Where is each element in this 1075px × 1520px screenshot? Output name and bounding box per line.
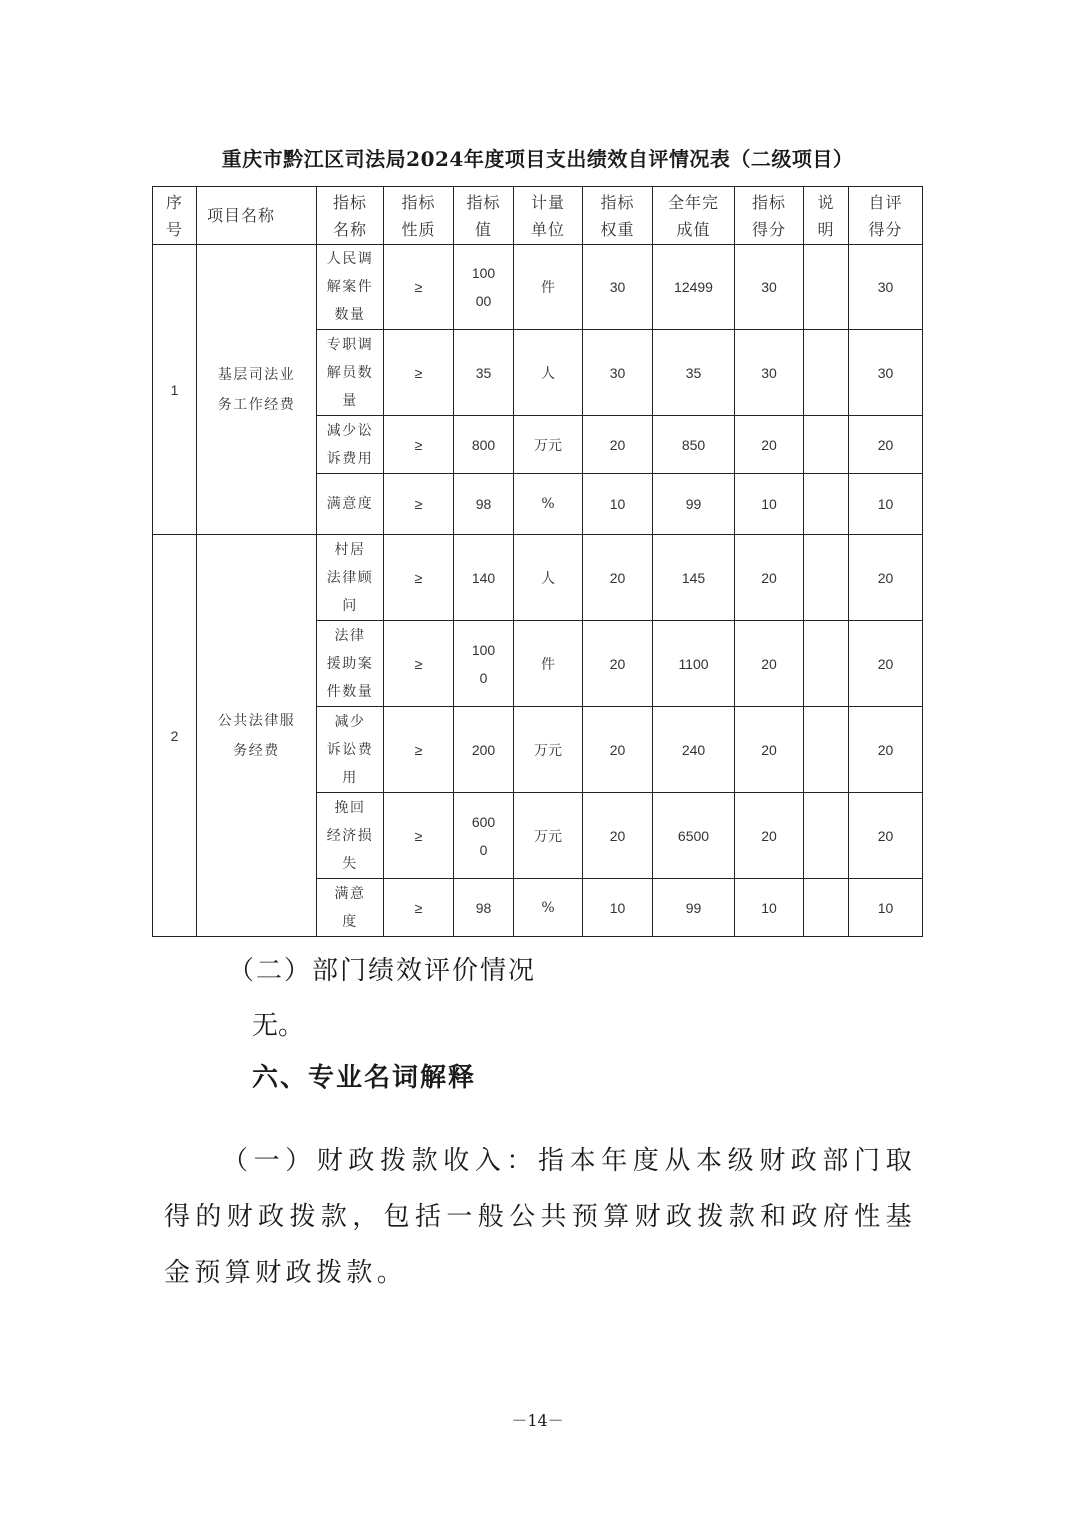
unit: % [514, 474, 583, 535]
indicator-value: 100 00 [454, 245, 514, 330]
indicator-name: 专职调 解员数 量 [317, 330, 384, 416]
self-score: 30 [849, 245, 923, 330]
self-score: 20 [849, 621, 923, 707]
header-unit: 计量 单位 [514, 187, 583, 245]
note [804, 535, 849, 621]
annual-value: 6500 [653, 793, 735, 879]
weight: 20 [583, 793, 653, 879]
indicator-value: 98 [454, 474, 514, 535]
indicator-value: 200 [454, 707, 514, 793]
self-score: 30 [849, 330, 923, 416]
indicator-name: 减少 诉讼费 用 [317, 707, 384, 793]
weight: 20 [583, 416, 653, 474]
weight: 20 [583, 621, 653, 707]
note [804, 879, 849, 937]
header-seq: 序 号 [153, 187, 197, 245]
indicator-value: 800 [454, 416, 514, 474]
indicator-nature: ≥ [384, 793, 454, 879]
annual-value: 850 [653, 416, 735, 474]
unit: % [514, 879, 583, 937]
annual-value: 240 [653, 707, 735, 793]
indicator-name: 法律 援助案 件数量 [317, 621, 384, 707]
indicator-nature: ≥ [384, 330, 454, 416]
row-seq: 1 [153, 245, 197, 535]
note [804, 330, 849, 416]
indicator-score: 20 [735, 535, 804, 621]
indicator-nature: ≥ [384, 474, 454, 535]
weight: 20 [583, 707, 653, 793]
performance-table [152, 186, 923, 937]
indicator-score: 30 [735, 245, 804, 330]
indicator-name: 减少讼 诉费用 [317, 416, 384, 474]
indicator-name: 满意 度 [317, 879, 384, 937]
table-row [153, 535, 923, 621]
annual-value: 99 [653, 879, 735, 937]
annual-value: 12499 [653, 245, 735, 330]
unit: 万元 [514, 793, 583, 879]
self-score: 20 [849, 793, 923, 879]
annual-value: 145 [653, 535, 735, 621]
project-name: 公共法律服 务经费 [197, 535, 317, 937]
indicator-score: 20 [735, 707, 804, 793]
weight: 10 [583, 474, 653, 535]
indicator-score: 10 [735, 879, 804, 937]
term-text: 指本年度从本级财政部门取得的财政拨款，包括一般公共预算财政拨款和政府性基金预算财政拨款。 [164, 1146, 916, 1288]
header-weight: 指标 权重 [583, 187, 653, 245]
weight: 10 [583, 879, 653, 937]
table-row [153, 245, 923, 330]
header-note: 说 明 [804, 187, 849, 245]
weight: 20 [583, 535, 653, 621]
indicator-score: 20 [735, 621, 804, 707]
indicator-value: 140 [454, 535, 514, 621]
annual-value: 99 [653, 474, 735, 535]
table-body [153, 245, 923, 937]
project-name: 基层司法业 务工作经费 [197, 245, 317, 535]
unit: 人 [514, 330, 583, 416]
indicator-nature: ≥ [384, 245, 454, 330]
header-annual-value: 全年完 成值 [653, 187, 735, 245]
unit: 万元 [514, 707, 583, 793]
weight: 30 [583, 245, 653, 330]
indicator-score: 10 [735, 474, 804, 535]
indicator-name: 满意度 [317, 474, 384, 535]
section-heading-terms: 六、专业名词解释 [252, 1063, 477, 1093]
term-label: （一）财政拨款收入： [222, 1146, 538, 1176]
unit: 件 [514, 621, 583, 707]
indicator-nature: ≥ [384, 707, 454, 793]
header-indicator-value: 指标 值 [454, 187, 514, 245]
section-heading-dept-eval: （二）部门绩效评价情况 [228, 956, 537, 986]
table-header-row [153, 187, 923, 245]
self-score: 20 [849, 707, 923, 793]
note [804, 416, 849, 474]
note [804, 793, 849, 879]
page-number: －14－ [511, 1411, 564, 1430]
indicator-name: 人民调 解案件 数量 [317, 245, 384, 330]
table-title: 重庆市黔江区司法局2024年度项目支出绩效自评情况表（二级项目） [221, 147, 854, 171]
indicator-nature: ≥ [384, 416, 454, 474]
indicator-value: 600 0 [454, 793, 514, 879]
header-score: 指标 得分 [735, 187, 804, 245]
indicator-value: 35 [454, 330, 514, 416]
header-indicator-nature: 指标 性质 [384, 187, 454, 245]
note [804, 707, 849, 793]
term-paragraph [164, 1133, 916, 1301]
note [804, 245, 849, 330]
unit: 人 [514, 535, 583, 621]
annual-value: 1100 [653, 621, 735, 707]
indicator-score: 20 [735, 793, 804, 879]
indicator-score: 20 [735, 416, 804, 474]
indicator-name: 挽回 经济损 失 [317, 793, 384, 879]
indicator-nature: ≥ [384, 535, 454, 621]
annual-value: 35 [653, 330, 735, 416]
unit: 件 [514, 245, 583, 330]
note [804, 474, 849, 535]
indicator-value: 98 [454, 879, 514, 937]
weight: 30 [583, 330, 653, 416]
header-indicator-name: 指标 名称 [317, 187, 384, 245]
indicator-score: 30 [735, 330, 804, 416]
indicator-value: 100 0 [454, 621, 514, 707]
unit: 万元 [514, 416, 583, 474]
note [804, 621, 849, 707]
row-seq: 2 [153, 535, 197, 937]
indicator-nature: ≥ [384, 879, 454, 937]
self-score: 10 [849, 879, 923, 937]
self-score: 20 [849, 535, 923, 621]
indicator-name: 村居 法律顾 问 [317, 535, 384, 621]
self-score: 20 [849, 416, 923, 474]
header-self-score: 自评 得分 [849, 187, 923, 245]
indicator-nature: ≥ [384, 621, 454, 707]
self-score: 10 [849, 474, 923, 535]
header-project-name: 项目名称 [197, 187, 317, 245]
dept-eval-body: 无。 [252, 1011, 305, 1041]
